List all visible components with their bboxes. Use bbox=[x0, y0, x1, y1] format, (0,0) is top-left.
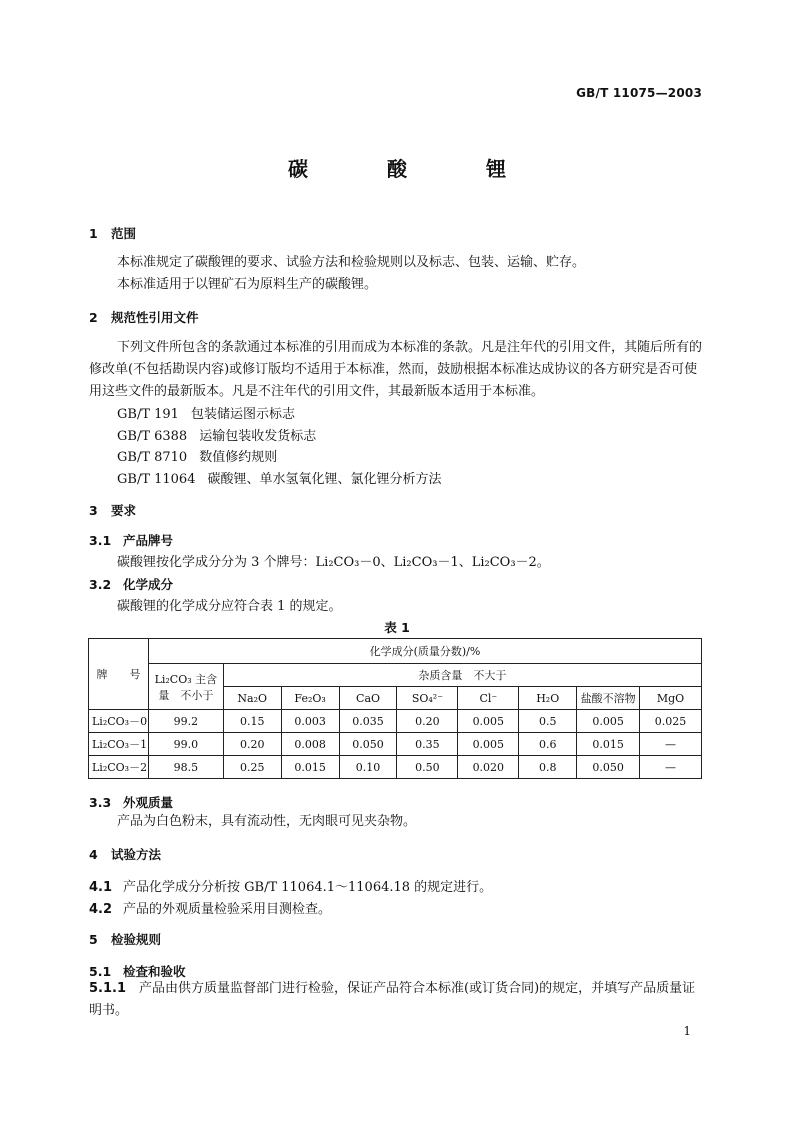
table-cell: 0.005 bbox=[577, 710, 640, 733]
reference-code: GB/T 8710 bbox=[117, 450, 188, 465]
section-number: 4 bbox=[89, 847, 98, 862]
reference-code: GB/T 191 bbox=[117, 407, 179, 422]
reference-code: GB/T 6388 bbox=[117, 429, 188, 444]
reference-name: 碳酸锂、单水氢氧化锂、氯化锂分析方法 bbox=[207, 472, 442, 487]
column-header: Cl⁻ bbox=[458, 687, 519, 710]
table-cell: 0.20 bbox=[223, 733, 281, 756]
table-row bbox=[89, 733, 702, 756]
table-cell: 0.8 bbox=[519, 756, 577, 779]
document-title: 碳 酸 锂 bbox=[288, 157, 542, 181]
reference-item bbox=[117, 403, 295, 422]
section-title: 要求 bbox=[111, 503, 137, 518]
table-cell: 0.6 bbox=[519, 733, 577, 756]
section-number: 2 bbox=[89, 310, 98, 325]
standard-number: GB/T 11075—2003 bbox=[576, 86, 702, 100]
paragraph: 产品为白色粉末，具有流动性，无肉眼可见夹杂物。 bbox=[117, 814, 417, 829]
paragraph: 碳酸锂按化学成分分为 3 个牌号：Li₂CO₃－0、Li₂CO₃－1、Li₂CO₃－2。 bbox=[117, 555, 550, 570]
table-cell: 0.25 bbox=[223, 756, 281, 779]
subsection-number: 3.3 bbox=[89, 795, 112, 810]
table-row bbox=[89, 756, 702, 779]
table-cell: 0.050 bbox=[577, 756, 640, 779]
column-header: MgO bbox=[640, 687, 702, 710]
main-content-cell: 99.0 bbox=[148, 733, 223, 756]
table-cell: 0.15 bbox=[223, 710, 281, 733]
subsection-3-1-heading bbox=[89, 531, 173, 549]
table-cell: 0.008 bbox=[281, 733, 339, 756]
section-2-heading bbox=[89, 308, 199, 326]
clause-5-1-1 bbox=[89, 978, 707, 1022]
reference-item bbox=[117, 468, 442, 487]
main-content-cell: 99.2 bbox=[148, 710, 223, 733]
paragraph: 碳酸锂的化学成分应符合表 1 的规定。 bbox=[117, 599, 342, 614]
table-cell: 0.050 bbox=[339, 733, 397, 756]
column-header: H₂O bbox=[519, 687, 577, 710]
table-cell: 0.020 bbox=[458, 756, 519, 779]
column-header: CaO bbox=[339, 687, 397, 710]
section-title: 检验规则 bbox=[111, 932, 162, 947]
impurity-header: 杂质含量 不大于 bbox=[223, 664, 701, 687]
section-number: 1 bbox=[89, 226, 98, 241]
table-cell: 0.005 bbox=[458, 733, 519, 756]
table-cell: 0.003 bbox=[281, 710, 339, 733]
paragraph: 本标准规定了碳酸锂的要求、试验方法和检验规则以及标志、包装、运输、贮存。 bbox=[117, 255, 586, 270]
table-cell: 0.025 bbox=[640, 710, 702, 733]
grade-header: 牌 号 bbox=[89, 639, 149, 710]
paragraph: 下列文件所包含的条款通过本标准的引用而成为本标准的条款。凡是注年代的引用文件，其随后所有的修改单(不包括勘误内容)或修订版均不适用于本标准，然而，鼓励根据本标准达成协议的各方研究是否可使用这些文件的最新版本。凡是不注年代的引用文件，其最新版本适用于本标准。 bbox=[89, 340, 703, 399]
subsection-3-2-heading bbox=[89, 575, 173, 593]
section-1-heading bbox=[89, 224, 136, 242]
clause-4-1 bbox=[89, 876, 492, 895]
clause-number: 5.1.1 bbox=[89, 981, 127, 996]
reference-name: 运输包装收发货标志 bbox=[199, 429, 317, 444]
table-cell: 0.015 bbox=[577, 733, 640, 756]
table-cell: 0.015 bbox=[281, 756, 339, 779]
chem-composition-header: 化学成分(质量分数)/% bbox=[148, 639, 701, 664]
grade-cell: Li₂CO₃－0 bbox=[89, 710, 149, 733]
main-content-header-line: 量 不小于 bbox=[158, 688, 214, 702]
subsection-title: 产品牌号 bbox=[123, 533, 174, 548]
section-4-heading bbox=[89, 845, 161, 863]
clause-number: 4.2 bbox=[89, 902, 113, 917]
table-caption: 表 1 bbox=[384, 620, 410, 635]
table-cell: 0.50 bbox=[397, 756, 458, 779]
subsection-title: 外观质量 bbox=[123, 795, 174, 810]
table-cell: 0.35 bbox=[397, 733, 458, 756]
subsection-3-3-heading bbox=[89, 793, 173, 811]
clause-text: 产品由供方质量监督部门进行检验，保证产品符合本标准(或订货合同)的规定，并填写产品质量证明书。 bbox=[89, 981, 696, 1018]
section-3-heading bbox=[89, 501, 136, 519]
reference-item bbox=[117, 446, 277, 465]
subsection-title: 化学成分 bbox=[123, 577, 174, 592]
table-cell: 0.005 bbox=[458, 710, 519, 733]
column-header: 盐酸不溶物 bbox=[577, 687, 640, 710]
table-cell: 0.10 bbox=[339, 756, 397, 779]
section-title: 规范性引用文件 bbox=[111, 310, 199, 325]
main-content-header bbox=[148, 664, 223, 710]
section-title: 范围 bbox=[111, 226, 137, 241]
column-header: Fe₂O₃ bbox=[281, 687, 339, 710]
column-header: SO₄²⁻ bbox=[397, 687, 458, 710]
reference-name: 包装储运图示标志 bbox=[190, 407, 295, 422]
section-number: 5 bbox=[89, 932, 98, 947]
grade-cell: Li₂CO₃－2 bbox=[89, 756, 149, 779]
table-cell: 0.20 bbox=[397, 710, 458, 733]
section-title: 试验方法 bbox=[111, 847, 162, 862]
chemical-composition-table bbox=[88, 638, 702, 779]
reference-name: 数值修约规则 bbox=[199, 450, 278, 465]
table-row bbox=[89, 710, 702, 733]
main-content-header-line: Li₂CO₃ 主含 bbox=[154, 672, 218, 686]
column-header: Na₂O bbox=[223, 687, 281, 710]
table-cell: 0.035 bbox=[339, 710, 397, 733]
reference-item bbox=[117, 425, 316, 444]
paragraph: 本标准适用于以锂矿石为原料生产的碳酸锂。 bbox=[117, 277, 378, 292]
subsection-title: 检查和验收 bbox=[123, 964, 186, 979]
reference-code: GB/T 11064 bbox=[117, 472, 196, 487]
subsection-number: 5.1 bbox=[89, 964, 112, 979]
main-content-cell: 98.5 bbox=[148, 756, 223, 779]
table-cell: 0.5 bbox=[519, 710, 577, 733]
section-5-heading bbox=[89, 930, 161, 948]
subsection-number: 3.1 bbox=[89, 533, 112, 548]
grade-cell: Li₂CO₃－1 bbox=[89, 733, 149, 756]
clause-text: 产品化学成分分析按 GB/T 11064.1～11064.18 的规定进行。 bbox=[123, 880, 493, 895]
clause-text: 产品的外观质量检验采用目测检查。 bbox=[123, 902, 332, 917]
page-number: 1 bbox=[683, 1024, 691, 1038]
clause-4-2 bbox=[89, 898, 331, 917]
table-cell: — bbox=[640, 756, 702, 779]
clause-number: 4.1 bbox=[89, 880, 113, 895]
section-number: 3 bbox=[89, 503, 98, 518]
subsection-number: 3.2 bbox=[89, 577, 112, 592]
table-cell: — bbox=[640, 733, 702, 756]
